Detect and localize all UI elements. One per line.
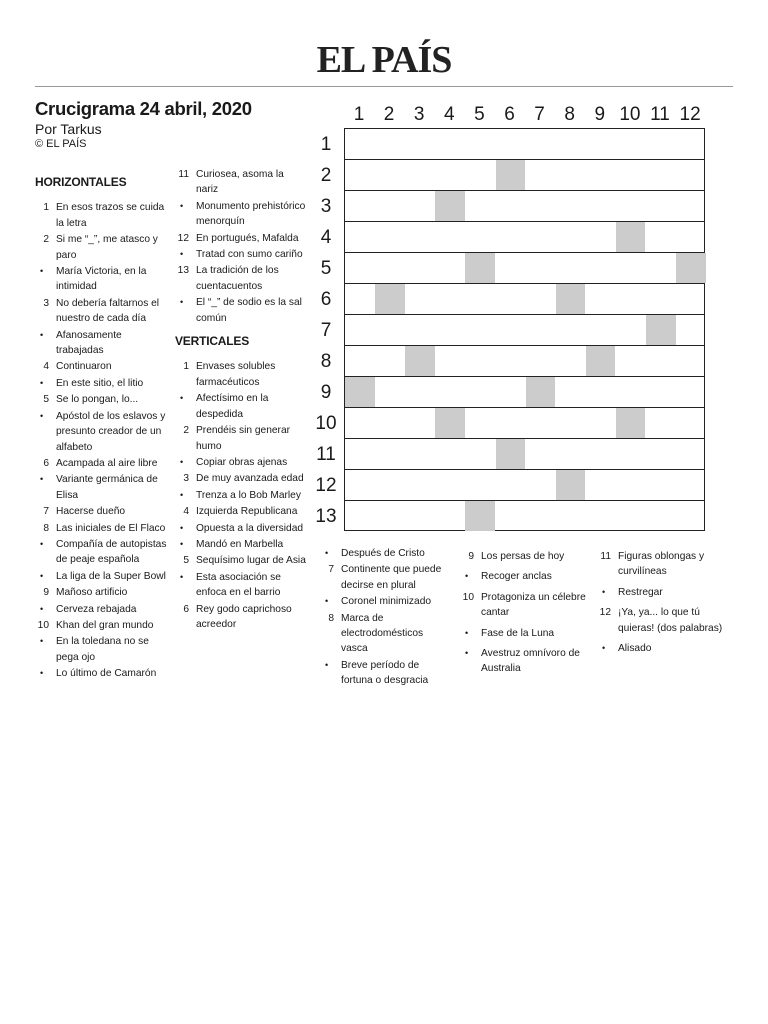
clue-text: Continuaron	[56, 361, 112, 373]
clue-item	[175, 537, 308, 552]
clue-item	[175, 471, 308, 486]
clue-text: Opuesta a la diversidad	[196, 522, 304, 534]
clue-text: Esta asociación se enfoca en el barrio	[196, 571, 281, 599]
row-number: 13	[315, 506, 337, 527]
clue-text: Se lo pongan, lo...	[56, 394, 139, 406]
clue-number: •	[180, 571, 184, 582]
clue-item	[460, 646, 588, 677]
clue-text: Afanosamente trabajadas	[56, 329, 122, 357]
clue-number: •	[40, 329, 44, 340]
clue-text: Copiar obras ajenas	[196, 456, 288, 468]
column-number: 5	[474, 104, 485, 125]
clue-number: 9	[43, 587, 49, 599]
vertical-clue-list	[175, 359, 308, 632]
row-number: 7	[320, 320, 332, 341]
clue-text: Después de Cristo	[341, 548, 425, 559]
black-cell	[526, 377, 556, 407]
clue-text: Mañoso artificio	[56, 587, 128, 599]
column-number: 7	[534, 104, 545, 125]
clue-number: 5	[43, 394, 49, 406]
clue-number: •	[180, 456, 184, 467]
vertical-clue-list-cont	[597, 549, 725, 656]
clue-text: Si me “_”, me atasco y paro	[56, 234, 158, 261]
clue-item	[35, 359, 170, 374]
clues-column-1	[35, 175, 170, 683]
clue-item	[175, 359, 308, 390]
clue-item	[35, 472, 170, 503]
horizontal-clue-list-cont	[175, 167, 308, 326]
clue-text: No debería faltarnos el nuestro de cada día	[56, 297, 160, 325]
clue-item	[597, 605, 725, 636]
clue-item	[175, 488, 308, 503]
clue-item	[35, 569, 170, 584]
clue-number: 9	[468, 551, 474, 562]
clue-item	[35, 504, 170, 519]
clue-item	[175, 167, 308, 198]
clue-number: 7	[328, 564, 334, 576]
clue-text: Afectísimo en la despedida	[196, 393, 269, 420]
clue-number: •	[465, 648, 469, 659]
clue-item	[175, 295, 308, 326]
black-cell	[345, 377, 375, 407]
clue-item	[320, 594, 448, 609]
clue-number: •	[325, 659, 329, 670]
clue-item	[35, 456, 170, 471]
clue-text: Mandó en Marbella	[196, 538, 284, 550]
black-cell	[465, 253, 495, 283]
clue-text: Monumento prehistórico menorquín	[196, 200, 306, 228]
clue-text: ¡Ya, ya... lo que tú quieras! (dos palabras)	[618, 607, 723, 634]
column-number: 12	[679, 104, 701, 125]
clue-number: •	[602, 643, 606, 654]
clue-item	[175, 391, 308, 422]
black-cell	[556, 284, 586, 314]
clue-number: •	[40, 266, 44, 277]
column-number: 3	[413, 104, 425, 125]
puzzle-author: Por Tarkus	[35, 121, 102, 137]
horizontales-heading: HORIZONTALES	[35, 175, 127, 189]
clue-item	[175, 455, 308, 470]
clue-number: •	[180, 522, 184, 533]
column-number: 2	[383, 104, 395, 125]
black-cell	[375, 284, 405, 314]
clue-text: La liga de la Super Bowl	[56, 570, 166, 582]
column-number: 9	[594, 104, 606, 125]
clue-item	[460, 590, 588, 621]
clue-number: •	[465, 571, 469, 582]
grid-row-line	[345, 407, 704, 408]
black-cell	[646, 315, 676, 345]
clue-number: 3	[183, 473, 189, 485]
clue-item	[320, 611, 448, 657]
clue-text: Curiosea, asoma la nariz	[196, 169, 284, 196]
clue-item	[175, 504, 308, 519]
grid-row-line	[345, 500, 704, 501]
black-cell	[496, 160, 526, 190]
clue-item	[35, 602, 170, 617]
clue-number: 3	[43, 297, 49, 309]
clue-item	[35, 328, 170, 359]
clue-text: Khan del gran mundo	[56, 619, 154, 631]
row-number: 2	[320, 165, 332, 186]
puzzle-title: Crucigrama 24 abril, 2020	[35, 98, 252, 119]
copyright-notice: © EL PAÍS	[35, 138, 87, 150]
clue-number: 4	[183, 506, 189, 518]
clue-number: 12	[177, 232, 189, 244]
clue-item	[35, 376, 170, 391]
clue-text: Breve período de fortuna o desgracia	[341, 659, 429, 687]
clue-text: Sequísimo lugar de Asia	[196, 555, 306, 567]
grid-row-line	[345, 221, 704, 222]
clue-item	[35, 296, 170, 327]
masthead-logo: EL PAÍS	[316, 39, 452, 81]
clue-number: 5	[183, 555, 189, 567]
black-cell	[405, 346, 435, 376]
clue-number: •	[325, 548, 329, 558]
row-number: 9	[320, 382, 332, 403]
row-number: 3	[320, 196, 332, 217]
clue-text: En esos trazos se cuida la letra	[56, 202, 165, 229]
black-cell	[616, 408, 646, 438]
clue-number: 2	[183, 425, 189, 437]
clue-item	[175, 553, 308, 568]
clue-item	[35, 200, 170, 231]
clue-number: 8	[43, 522, 49, 534]
clue-text: Las iniciales de El Flaco	[56, 522, 166, 534]
clue-text: Avestruz omnívoro de Australia	[481, 648, 580, 675]
clue-number: •	[325, 596, 329, 607]
black-cell	[465, 501, 495, 531]
grid-row-line	[345, 469, 704, 470]
clue-number: •	[40, 538, 44, 549]
clue-number: •	[180, 297, 184, 308]
row-number: 8	[320, 351, 332, 372]
clue-number: •	[602, 586, 606, 597]
clue-item	[175, 263, 308, 294]
clue-number: 1	[43, 202, 49, 214]
clue-item	[35, 585, 170, 600]
clue-text: Marca de electrodomésticos vasca	[341, 612, 424, 655]
row-number: 5	[320, 258, 332, 279]
clue-item	[320, 562, 448, 593]
column-number: 10	[619, 104, 641, 125]
clue-text: De muy avanzada edad	[196, 473, 304, 485]
clue-text: Protagoniza un célebre cantar	[481, 591, 586, 619]
clue-item	[175, 247, 308, 262]
column-number: 8	[564, 104, 575, 125]
clue-text: Los persas de hoy	[481, 551, 565, 562]
clue-item	[320, 546, 448, 561]
column-number: 4	[444, 104, 455, 125]
black-cell	[435, 191, 465, 221]
clue-text: María Victoria, en la intimidad	[56, 266, 147, 293]
clue-item	[35, 409, 170, 455]
clue-number: •	[40, 474, 44, 485]
clue-number: •	[40, 603, 44, 614]
clues-column-5	[597, 549, 725, 661]
grid-row-line	[345, 345, 704, 346]
clue-number: •	[40, 668, 44, 679]
row-number: 10	[315, 413, 337, 434]
clue-number: 6	[183, 603, 189, 615]
clue-text: Variante germánica de Elisa	[56, 474, 158, 501]
clue-item	[35, 264, 170, 295]
clue-item	[175, 570, 308, 601]
clue-text: Lo último de Camarón	[56, 668, 157, 680]
clue-number: •	[180, 200, 184, 211]
grid-row-line	[345, 190, 704, 191]
clue-item	[175, 521, 308, 536]
clue-number: •	[40, 636, 44, 647]
clue-item	[597, 549, 725, 580]
clue-text: En la toledana no se pega ojo	[56, 636, 149, 663]
black-cell	[556, 470, 586, 500]
clue-number: •	[465, 627, 469, 638]
clue-text: Figuras oblongas y curvilíneas	[618, 551, 705, 578]
clue-item	[35, 666, 170, 681]
clue-item	[175, 602, 308, 633]
vertical-clue-list-cont	[320, 546, 448, 689]
clue-text: Envases solubles farmacéuticos	[196, 361, 276, 388]
clue-item	[460, 549, 588, 564]
clue-text: El “_” de sodio es la sal común	[196, 297, 302, 324]
clue-item	[460, 626, 588, 641]
clue-text: Coronel minimizado	[341, 596, 432, 608]
clue-item	[35, 618, 170, 633]
clue-number: 2	[43, 234, 49, 246]
vertical-clue-list-cont	[460, 549, 588, 677]
clue-number: 10	[37, 619, 49, 631]
clue-number: 6	[43, 457, 49, 469]
clue-item	[35, 537, 170, 568]
clue-item	[320, 658, 448, 689]
grid-row-line	[345, 252, 704, 253]
clue-number: •	[180, 393, 184, 404]
clue-text: Trenza a lo Bob Marley	[196, 489, 301, 501]
clue-item	[175, 199, 308, 230]
clues-column-3	[320, 546, 448, 690]
black-cell	[496, 439, 526, 469]
clue-text: La tradición de los cuentacuentos	[196, 265, 279, 292]
row-number: 6	[320, 289, 332, 310]
black-cell	[435, 408, 465, 438]
clues-column-4	[460, 549, 588, 682]
clue-text: Apóstol de los eslavos y presunto creador de un alfabeto	[56, 410, 166, 453]
clue-text: Tratad con sumo cariño	[196, 249, 303, 261]
row-number: 12	[315, 475, 337, 496]
clue-text: Alisado	[618, 643, 652, 655]
clue-number: •	[40, 377, 44, 388]
clue-number: •	[180, 249, 184, 260]
clue-item	[35, 232, 170, 263]
clue-number: •	[40, 410, 44, 421]
clue-number: 13	[177, 265, 189, 277]
header-divider	[35, 86, 733, 87]
clue-item	[35, 634, 170, 665]
clue-text: Izquierda Republicana	[196, 506, 298, 518]
clue-item	[597, 585, 725, 600]
crossword-grid[interactable]	[344, 128, 705, 531]
clue-text: Hacerse dueño	[56, 506, 126, 518]
black-cell	[616, 222, 646, 252]
grid-row-line	[345, 376, 704, 377]
clue-text: En este sitio, el litio	[56, 377, 144, 389]
clue-item	[460, 569, 588, 584]
black-cell	[676, 253, 706, 283]
clue-number: 12	[599, 607, 611, 619]
clue-text: Restregar	[618, 586, 663, 598]
clue-number: •	[180, 489, 184, 500]
horizontal-clue-list	[35, 200, 170, 681]
column-number: 1	[353, 104, 365, 125]
black-cell	[586, 346, 616, 376]
clue-text: Recoger anclas	[481, 571, 552, 583]
clue-text: En portugués, Mafalda	[196, 232, 299, 244]
clues-column-2	[175, 167, 308, 633]
clue-text: Rey godo caprichoso acreedor	[196, 603, 292, 630]
clue-number: 1	[183, 361, 189, 373]
row-number: 11	[316, 444, 336, 465]
verticales-heading: VERTICALES	[175, 334, 250, 349]
clue-number: 4	[43, 361, 49, 373]
clue-item	[35, 521, 170, 536]
clue-number: 11	[178, 169, 189, 180]
clue-number: 10	[462, 591, 474, 603]
clue-text: Acampada al aire libre	[56, 457, 158, 469]
clue-item	[175, 423, 308, 454]
clue-text: Continente que puede decirse en plural	[341, 564, 442, 591]
clue-text: Compañía de autopistas de peaje española	[56, 538, 167, 566]
row-number: 1	[320, 134, 332, 155]
clue-text: Cerveza rebajada	[56, 603, 137, 615]
column-number: 11	[650, 104, 670, 125]
clue-number: •	[180, 538, 184, 549]
clue-number: 8	[328, 612, 334, 624]
clue-text: Prendéis sin generar humo	[196, 425, 291, 452]
clue-text: Fase de la Luna	[481, 627, 555, 639]
clue-item	[597, 641, 725, 656]
row-number: 4	[320, 227, 332, 248]
clue-item	[175, 231, 308, 246]
clue-number: •	[40, 570, 44, 581]
column-number: 6	[504, 104, 515, 125]
clue-number: 11	[600, 551, 611, 562]
clue-item	[35, 392, 170, 407]
clue-number: 7	[43, 506, 49, 518]
